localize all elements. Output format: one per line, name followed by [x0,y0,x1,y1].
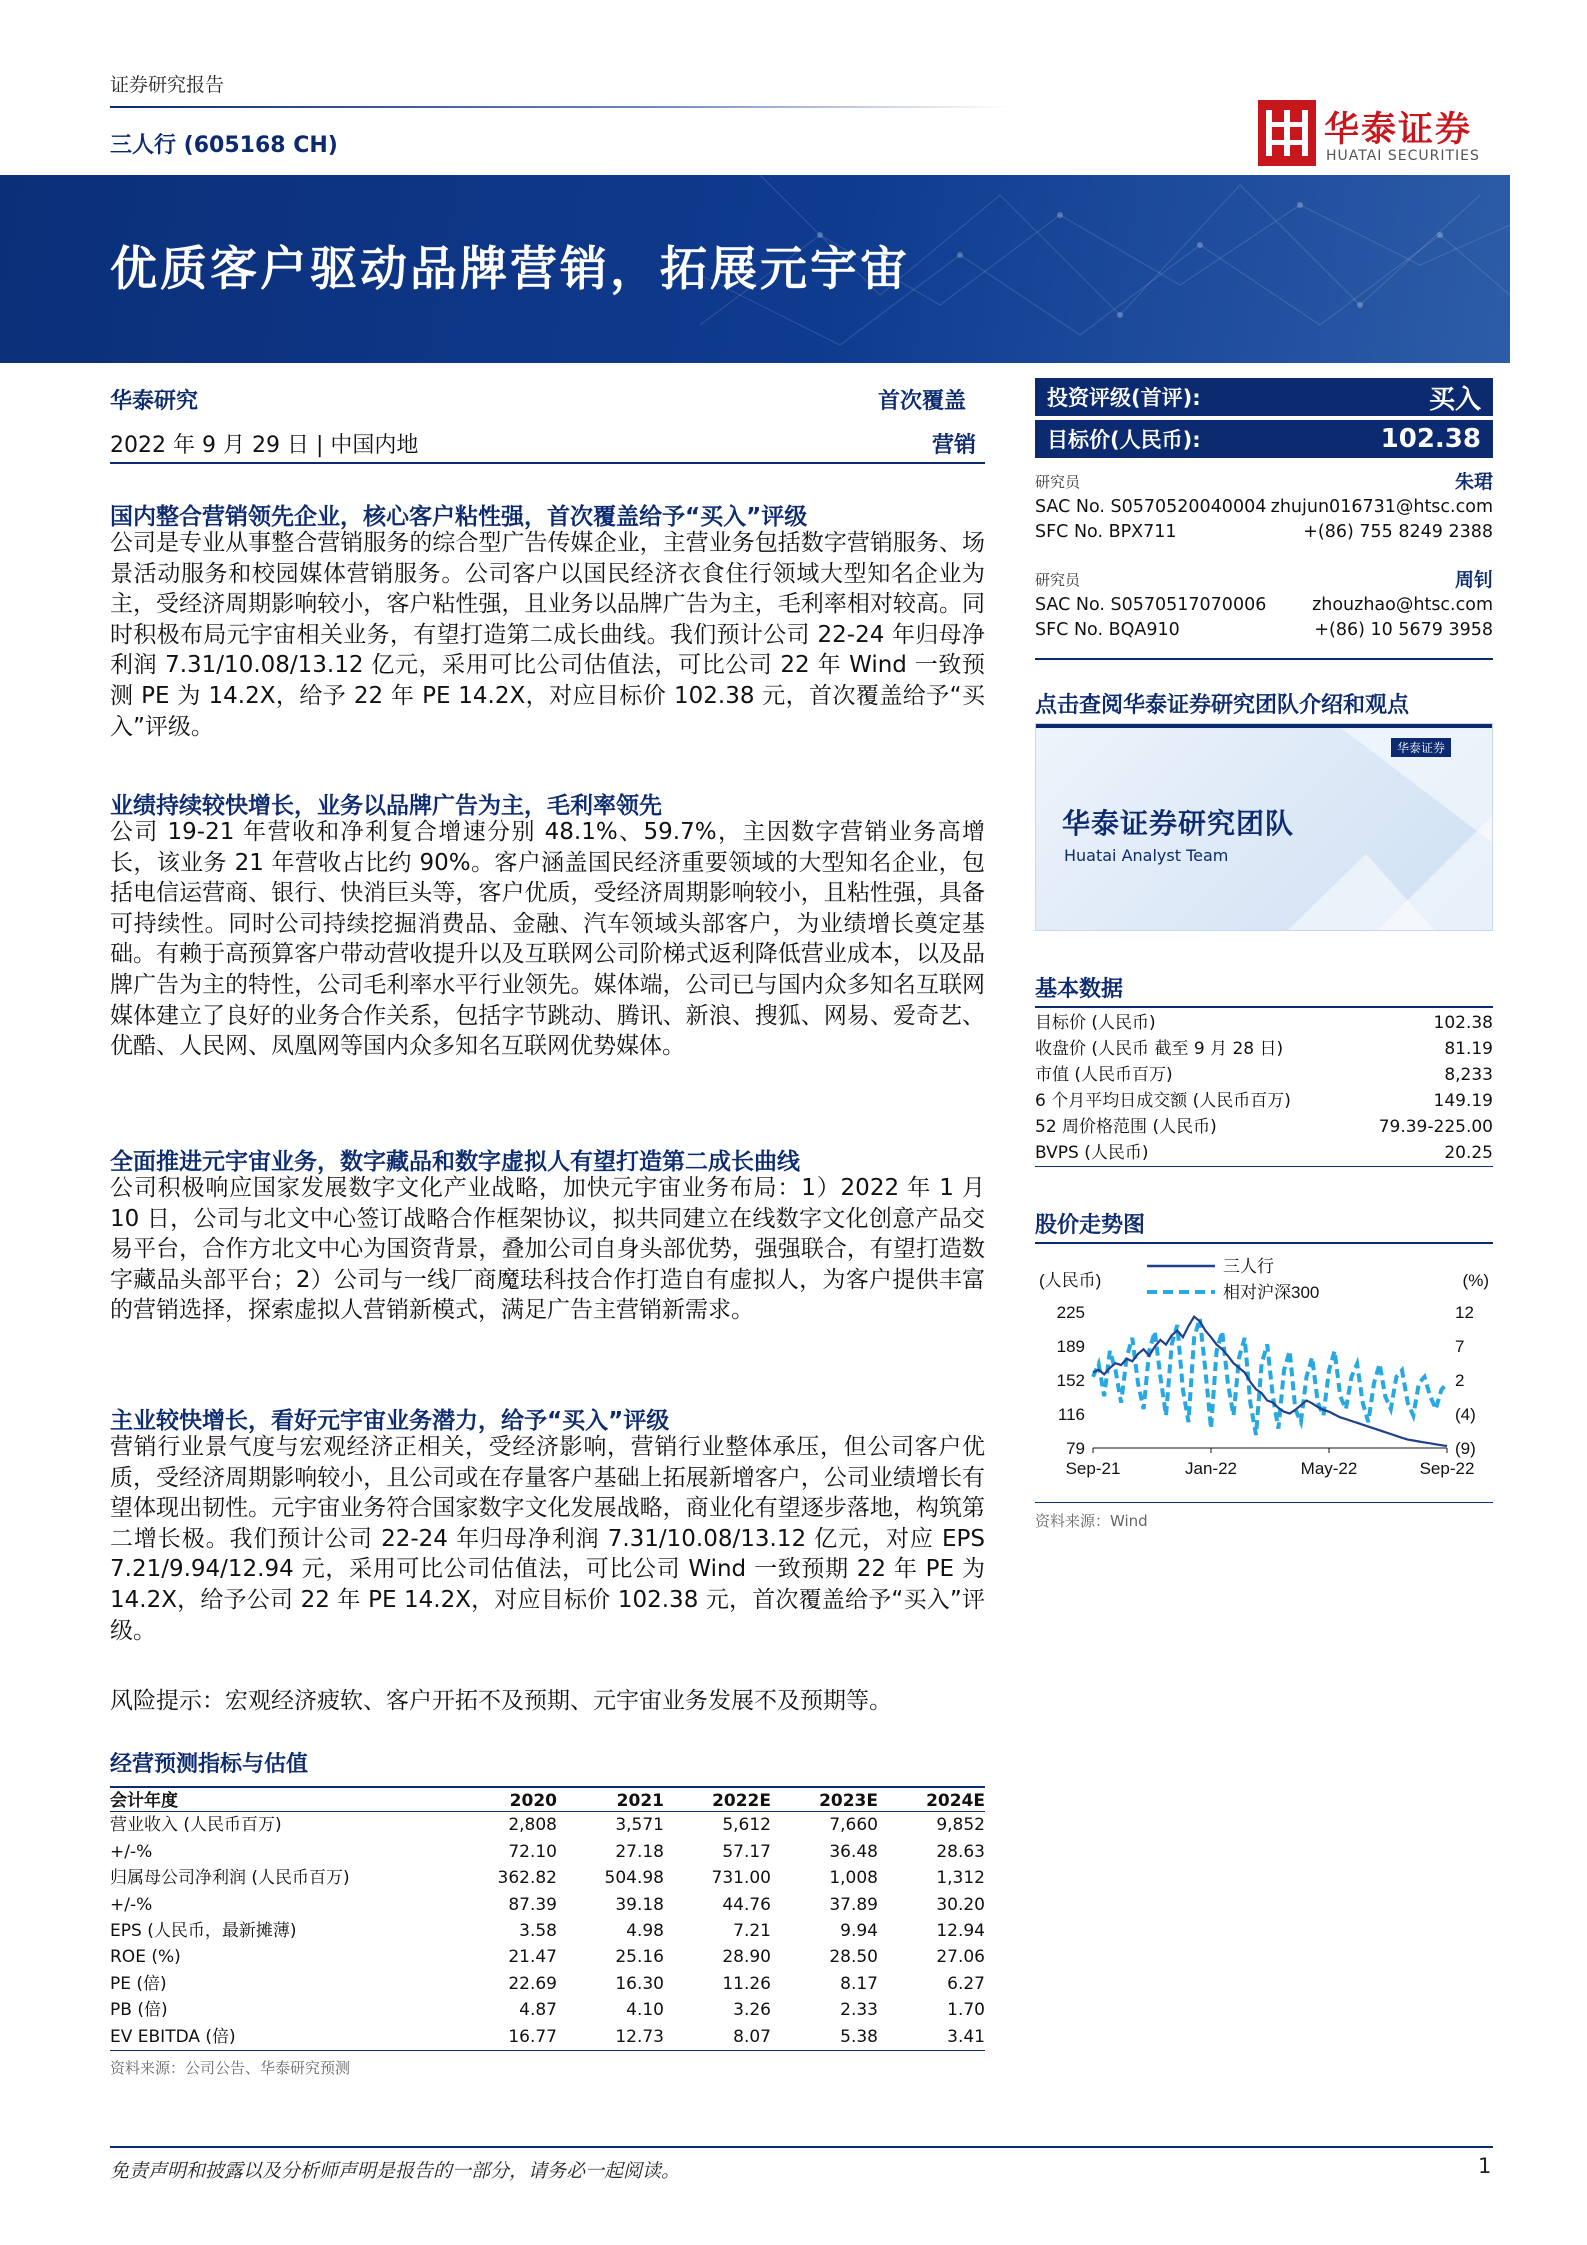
analyst-divider [1035,658,1493,660]
table-cell: 12.73 [615,2026,664,2047]
rating-row [1035,378,1493,416]
table-row-label: PB (倍) [110,2000,168,2021]
table-row-label: +/-% [110,1841,153,1862]
table-cell: 6.27 [947,1973,985,1994]
y-right-tick-label: (9) [1455,1439,1476,1458]
basic-data-value: 149.19 [1433,1091,1493,1111]
basic-data-row [1035,1010,1493,1036]
table-cell: 362.82 [497,1868,557,1889]
table-cell: 4.87 [519,2000,557,2021]
table-cell: 72.10 [508,1841,557,1862]
table-header-cell: 会计年度 [110,1791,178,1811]
analyst-card-2 [1035,568,1493,643]
x-tick-label: Sep-22 [1419,1459,1475,1478]
price-chart [1035,1250,1493,1495]
table-cell: 12.94 [936,1920,985,1941]
table-cell: 7.21 [733,1920,771,1941]
table-cell: 2.33 [840,2000,878,2021]
section-body-2: 公司 19-21 年营收和净利复合增速分别 48.1%、59.7%，主因数字营销业务高增长，该业务 21 年营收占比约 90%。客户涵盖国民经济重要领域的大型知名企业，包括电信运营商、银行、快消巨头等，客户优质，受经济周期影响较小，且粘性强，具备可持续性。同时公司持续挖掘消费品、金融、汽车领域头部客户，为业绩增长奠定基础。有赖于高预算客户带动营收提升以及互联网公司阶梯式返利降低营业成本，以及品牌广告为主的特性，公司毛利率水平行业领先。媒体端，公司已与国内众多知名互联网媒体建立了良好的业务合作关系，包括字节跳动、腾讯、新浪、搜狐、网易、爱奇艺、优酷、人民网、凤凰网等国内众多知名互联网优势媒体。 [110,819,985,1060]
table-row-label: 营业收入 (人民币百万) [110,1815,282,1836]
chart-left-unit: (人民币) [1039,1271,1102,1290]
chart-right-unit: (%) [1462,1271,1489,1290]
table-cell: 21.47 [508,1947,557,1968]
rating-value: 买入 [1428,384,1481,415]
series-line-index [1093,1319,1447,1436]
basic-data-table [1035,1010,1493,1167]
table-row [110,1944,985,1970]
basic-data-bottom-rule [1035,1166,1493,1167]
forecast-title: 经营预测指标与估值 [110,1752,309,1777]
table-cell: 44.76 [722,1894,771,1915]
table-cell: 3.26 [733,2000,771,2021]
table-cell: 1.70 [947,2000,985,2021]
rating-label: 投资评级(首评): [1047,386,1201,410]
stock-ticker: 三人行 (605168 CH) [110,133,338,158]
huatai-logo [1258,100,1510,170]
table-row-label: EV EBITDA (倍) [110,2026,236,2047]
table-cell: 3.58 [519,1920,557,1941]
basic-data-value: 102.38 [1433,1013,1493,1033]
table-row [110,1971,985,1997]
analyst-email[interactable]: zhouzhao@htsc.com [1312,595,1493,615]
analyst-sfc: SFC No. BQA910 [1035,620,1180,640]
table-cell: 5.38 [840,2026,878,2047]
table-row [110,2024,985,2050]
table-cell: 39.18 [615,1894,664,1915]
y-right-tick-label: 12 [1455,1303,1474,1322]
basic-data-value: 79.39-225.00 [1378,1117,1493,1137]
section-heading-2: 业绩持续较快增长，业务以品牌广告为主，毛利率领先 [110,793,662,819]
analyst-sfc: SFC No. BPX711 [1035,522,1177,542]
forecast-table [110,1786,985,2051]
table-cell: 28.63 [936,1841,985,1862]
table-cell: 1,312 [936,1868,985,1889]
y-left-tick-label: 116 [1057,1405,1085,1424]
basic-data-label: 6 个月平均日成交额 (人民币百万) [1035,1091,1291,1111]
table-cell: 504.98 [604,1868,664,1889]
logo-text-en: HUATAI SECURITIES [1326,148,1480,164]
x-tick-label: Jan-22 [1185,1459,1237,1478]
x-tick-label: May-22 [1300,1459,1358,1478]
table-cell: 4.98 [626,1920,664,1941]
basic-data-row [1035,1140,1493,1166]
team-link[interactable]: 点击查阅华泰证券研究团队介绍和观点 [1035,693,1410,718]
basic-data-label: BVPS (人民币) [1035,1143,1149,1163]
table-body [110,1812,985,2050]
table-cell: 16.30 [615,1973,664,1994]
y-left-tick-label: 189 [1056,1337,1085,1356]
basic-data-rule [1035,1006,1493,1008]
table-row [110,1918,985,1944]
table-header-row [110,1786,985,1812]
report-title: 优质客户驱动品牌营销，拓展元宇宙 [110,242,910,297]
report-type: 证券研究报告 [110,74,225,96]
footer-disclaimer: 免责声明和披露以及分析师声明是报告的一部分，请务必一起阅读。 [110,2160,681,2182]
price-chart-rule [1035,1242,1493,1244]
section-body-3: 公司积极响应国家发展数字文化产业战略，加快元宇宙业务布局：1）2022 年 1 月 10 日，公司与北文中心签订战略合作框架协议，拟共同建立在线数字文化创意产品交易平台，合作方北文中心为国资背景，叠加公司自身头部优势，强强联合，有望打造数字藏品头部平台；2）公司与一线厂商魔珐科技合作打造自有虚拟人，为客户提供丰富的营销选择，探索虚拟人营销新模式，满足广告主营销新需求。 [110,1175,985,1324]
y-left-tick-label: 152 [1056,1371,1085,1390]
table-cell: 731.00 [711,1868,771,1889]
analyst-phone: +(86) 755 8249 2388 [1303,522,1493,542]
y-right-tick-label: (4) [1455,1405,1476,1424]
target-value: 102.38 [1380,424,1481,454]
table-row-label: PE (倍) [110,1973,167,1994]
basic-data-row [1035,1114,1493,1140]
y-left-tick-label: 79 [1066,1439,1085,1458]
basic-data-row [1035,1088,1493,1114]
analyst-card-1 [1035,470,1493,545]
analyst-sac: SAC No. S0570520040004 [1035,497,1267,517]
table-row-label: 归属母公司净利润 (人民币百万) [110,1868,350,1889]
logo-text-cn: 华泰证券 [1324,110,1473,150]
analyst-role: 研究员 [1035,571,1081,589]
table-cell: 11.26 [722,1973,771,1994]
table-bottom-rule [110,2050,985,2051]
y-left-tick-label: 225 [1056,1303,1085,1322]
analyst-role: 研究员 [1035,473,1081,491]
analyst-email[interactable]: zhujun016731@htsc.com [1270,497,1493,517]
table-row [110,1839,985,1865]
y-right-tick-label: 2 [1455,1371,1465,1390]
price-chart-title: 股价走势图 [1035,1213,1146,1238]
table-cell: 27.06 [936,1947,985,1968]
analyst-name: 朱珺 [1454,471,1493,493]
table-cell: 25.16 [615,1947,664,1968]
table-cell: 9.94 [840,1920,878,1941]
table-cell: 7,660 [829,1815,878,1836]
target-row [1035,420,1493,458]
legend-label-stock: 三人行 [1223,1257,1274,1276]
analyst-phone: +(86) 10 5679 3958 [1314,620,1493,640]
table-row-label: EPS (人民币，最新摊薄) [110,1920,297,1941]
basic-data-row [1035,1062,1493,1088]
section-heading-1: 国内整合营销领先企业，核心客户粘性强，首次覆盖给予“买入”评级 [110,504,808,530]
basic-data-label: 市值 (人民币百万) [1035,1065,1173,1085]
table-cell: 28.90 [722,1947,771,1968]
table-cell: 28.50 [829,1947,878,1968]
basic-data-value: 8,233 [1444,1065,1493,1085]
basic-data-title: 基本数据 [1035,977,1124,1002]
table-header-cell: 2020 [509,1791,557,1811]
table-row [110,1865,985,1891]
table-row [110,1812,985,1838]
table-cell: 4.10 [626,2000,664,2021]
analyst-sac: SAC No. S0570517070006 [1035,595,1267,615]
table-cell: 8.07 [733,2026,771,2047]
table-cell: 3.41 [947,2026,985,2047]
table-cell: 57.17 [722,1841,771,1862]
page-number: 1 [1478,2154,1492,2178]
target-label: 目标价(人民币): [1047,428,1201,452]
basic-data-label: 收盘价 (人民币 截至 9 月 28 日) [1035,1039,1284,1059]
table-cell: 37.89 [829,1894,878,1915]
table-cell: 22.69 [508,1973,557,1994]
team-banner-en: Huatai Analyst Team [1064,846,1229,865]
table-header-cell: 2024E [926,1791,985,1811]
team-banner-cn: 华泰证券研究团队 [1062,807,1295,840]
research-org: 华泰研究 [110,389,199,414]
table-header-cell: 2021 [616,1791,664,1811]
table-cell: 36.48 [829,1841,878,1862]
table-cell: 9,852 [936,1815,985,1836]
date-region: 2022 年 9 月 29 日 | 中国内地 [110,433,419,458]
rating-box [1035,378,1493,458]
basic-data-label: 52 周价格范围 (人民币) [1035,1117,1217,1137]
team-banner-image[interactable] [1035,723,1493,931]
title-banner [0,175,1510,363]
y-right-tick-label: 7 [1455,1337,1465,1356]
table-header-cell: 2023E [819,1791,878,1811]
basic-data-label: 目标价 (人民币) [1035,1013,1156,1033]
coverage-type: 首次覆盖 [878,389,967,414]
legend-label-index: 相对沪深300 [1223,1283,1320,1302]
table-row [110,1892,985,1918]
risk-note: 风险提示：宏观经济疲软、客户开拓不及预期、元宇宙业务发展不及预期等。 [110,1688,892,1714]
table-cell: 1,008 [829,1868,878,1889]
section-body-4: 营销行业景气度与宏观经济正相关，受经济影响，营销行业整体承压，但公司客户优质，受经济周期影响较小，且公司或在存量客户基础上拓展新增客户，公司业绩增长有望体现出韧性。元宇宙业务符合国家数字文化发展战略，商业化有望逐步落地，构筑第二增长极。我们预计公司 22-24 年归母净利润 7.31/10.08/13.12 亿元，对应 EPS 7.21/9.94/12.94 元，采用可比公司估值法，可比公司 Wind 一致预期 22 年 PE 为 14.2X，给予公司 22 年 PE 14.2X，对应目标价 102.38 元，首次覆盖给予“买入”评级。 [110,1434,985,1644]
x-tick-label: Sep-21 [1065,1459,1121,1478]
table-header-cell: 2022E [712,1791,771,1811]
table-cell: 27.18 [615,1841,664,1862]
table-cell: 3,571 [615,1815,664,1836]
table-cell: 16.77 [508,2026,557,2047]
analyst-name: 周钊 [1454,569,1493,591]
huatai-logo-icon [1258,100,1316,166]
section-body-1: 公司是专业从事整合营销服务的综合型广告传媒企业，主营业务包括数字营销服务、场景活动服务和校园媒体营销服务。公司客户以国民经济衣食住行领域大型知名企业为主，受经济周期影响较小，客户粘性强，且业务以品牌广告为主，毛利率相对较高。同时积极布局元宇宙相关业务，有望打造第二成长曲线。我们预计公司 22-24 年归母净利润 7.31/10.08/13.12 亿元，采用可比公司估值法，可比公司 22 年 Wind 一致预测 PE 为 14.2X，给予 22 年 PE 14.2X，对应目标价 102.38 元，首次覆盖给予“买入”评级。 [110,530,985,740]
section-heading-3: 全面推进元宇宙业务，数字藏品和数字虚拟人有望打造第二成长曲线 [110,1149,800,1175]
meta-divider [110,462,985,464]
table-row-label: ROE (%) [110,1947,181,1968]
basic-data-value: 20.25 [1444,1143,1493,1163]
table-row-label: +/-% [110,1894,153,1915]
table-cell: 8.17 [840,1973,878,1994]
header-divider [110,106,1010,108]
table-cell: 87.39 [508,1894,557,1915]
table-row [110,1997,985,2023]
industry-label: 营销 [932,433,977,458]
basic-data-value: 81.19 [1444,1039,1493,1059]
chart-source: 资料来源：Wind [1035,1512,1148,1530]
chart-bottom-rule [1035,1502,1493,1503]
table-cell: 2,808 [508,1815,557,1836]
footer-divider [110,2146,1493,2148]
section-heading-4: 主业较快增长，看好元宇宙业务潜力，给予“买入”评级 [110,1408,670,1434]
forecast-source: 资料来源：公司公告、华泰研究预测 [110,2059,351,2077]
team-banner-logo: 华泰证券 [1391,738,1451,757]
table-cell: 30.20 [936,1894,985,1915]
table-cell: 5,612 [722,1815,771,1836]
basic-data-row [1035,1036,1493,1062]
